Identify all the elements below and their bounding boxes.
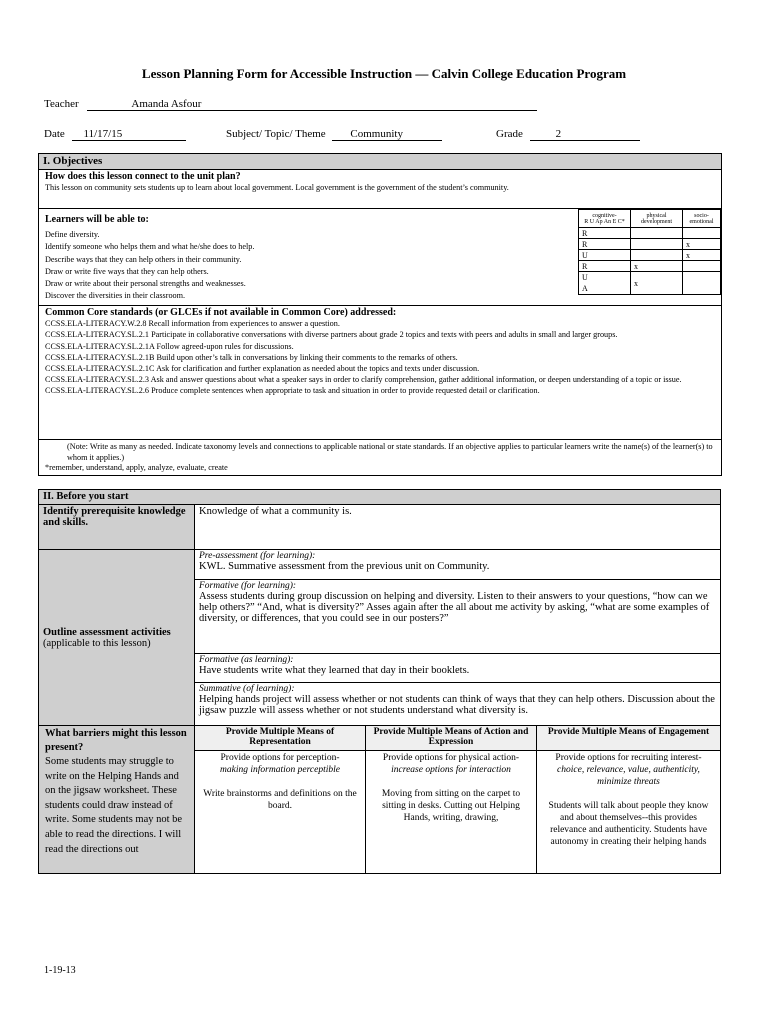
- udl-act-option-detail: increase options for interaction: [391, 765, 511, 775]
- objective-item: Identify someone who helps them and what he/she does to help.: [45, 242, 255, 252]
- learners-block: [39, 209, 721, 306]
- grid-cell[interactable]: x: [683, 239, 721, 250]
- udl-act-option: Provide options for physical action-: [382, 753, 520, 763]
- grid-cell[interactable]: [631, 228, 683, 239]
- udl-act-strategy: Moving from sitting on the carpet to sitting in desks. Cutting out Helping Hands, writing, drawing,: [381, 789, 521, 823]
- grid-cell[interactable]: [631, 250, 683, 261]
- grid-cell[interactable]: x: [631, 261, 683, 272]
- taxonomy-grid: [578, 209, 721, 295]
- objective-item: Define diversity.: [45, 230, 100, 239]
- grid-cell[interactable]: U: [579, 250, 631, 261]
- udl-eng-option: Provide options for recruiting interest-: [555, 753, 702, 763]
- formative-for-label: Formative (for learning):: [199, 581, 297, 591]
- formative-as-value: Have students write what they learned that day in their booklets.: [199, 665, 470, 676]
- udl-action-header: Provide Multiple Means of Action and Expression: [366, 726, 537, 751]
- date-field[interactable]: 11/17/15: [72, 128, 186, 141]
- standards-block: [39, 306, 721, 440]
- pre-assessment-label: Pre-assessment (for learning):: [199, 551, 316, 561]
- grid-cell[interactable]: [683, 228, 721, 239]
- pre-assessment-cell[interactable]: [195, 550, 721, 580]
- barriers-value[interactable]: Some students may struggle to write on the Helping Hands and on the jigsaw worksheet. These students could draw instead of write. Some students may not be able to read the directions. I will read the directions out: [45, 756, 183, 855]
- grid-row: [579, 228, 721, 239]
- objective-item: Draw or write about their personal strengths and weaknesses.: [45, 279, 246, 289]
- grade-row: [496, 128, 640, 141]
- udl-rep-option: Provide options for perception-: [220, 753, 340, 763]
- grade-field[interactable]: 2: [530, 128, 640, 141]
- pre-assessment-value: KWL. Summative assessment from the previous unit on Community.: [199, 561, 490, 572]
- objective-item: Discover the diversities in their classroom.: [45, 291, 186, 301]
- udl-rep-option-detail: making information perceptible: [220, 765, 340, 775]
- prereq-label: Identify prerequisite knowledge and skills.: [39, 505, 195, 550]
- note-block: [39, 440, 721, 476]
- col-cognitive: cognitive- R U Ap An E C*: [579, 210, 631, 228]
- udl-representation-cell[interactable]: [195, 751, 366, 874]
- before-you-start-table: [38, 489, 721, 874]
- teacher-row: [44, 98, 537, 111]
- assessment-sublabel: (applicable to this lesson): [43, 637, 151, 649]
- udl-action-cell[interactable]: [366, 751, 537, 874]
- teacher-field[interactable]: Amanda Asfour: [87, 98, 537, 111]
- col-physical: physical development: [631, 210, 683, 228]
- assessment-label-cell: [39, 550, 195, 726]
- standards-heading: Common Core standards (or GLCEs if not available in Common Core) addressed:: [45, 307, 397, 318]
- unit-connection-question: How does this lesson connect to the unit plan?: [45, 171, 241, 182]
- standard-item: CCSS.ELA-LITERACY.SL.2.3 Ask and answer questions about what a speaker says in order to clarify comprehension, gather additional information, or deepen understanding of a topic or issue.: [45, 375, 682, 385]
- standard-item: CCSS.ELA-LITERACY.SL.2.6 Produce complete sentences when appropriate to task and situation in order to provide requested detail or clarification.: [45, 386, 540, 396]
- grid-row: [579, 250, 721, 261]
- date-row: [44, 128, 186, 141]
- teacher-label: Teacher: [44, 98, 79, 110]
- summative-cell[interactable]: [195, 683, 721, 726]
- summative-value: Helping hands project will assess whether or not students can think of ways that they can help others. Discussion about the jigsaw puzzle will assess whether or not students understand what diversity is.: [199, 694, 715, 716]
- learner-objectives-list: [45, 229, 254, 303]
- subject-field[interactable]: Community: [332, 128, 442, 141]
- objectives-section: [38, 153, 722, 476]
- standard-item: CCSS.ELA-LITERACY.SL.2.1A Follow agreed-upon rules for discussions.: [45, 341, 294, 351]
- grade-label: Grade: [496, 128, 523, 140]
- udl-engagement-header: Provide Multiple Means of Engagement: [537, 726, 721, 751]
- learners-heading: Learners will be able to:: [45, 214, 149, 225]
- subject-label: Subject/ Topic/ Theme: [226, 128, 326, 140]
- before-heading: II. Before you start: [39, 490, 721, 505]
- grid-cell[interactable]: x: [631, 272, 683, 295]
- udl-representation-header: Provide Multiple Means of Representation: [195, 726, 366, 751]
- udl-engagement-cell[interactable]: [537, 751, 721, 874]
- formative-as-label: Formative (as learning):: [199, 655, 294, 665]
- unit-connection: [39, 170, 721, 209]
- udl-eng-strategy: Students will talk about people they know and about themselves--this provides relevance and authenticity. Students have autonomy in creating their helping hands: [548, 801, 709, 847]
- objective-item: Draw or write five ways that they can help others.: [45, 266, 209, 276]
- unit-connection-answer: This lesson on community sets students up to learn about local government. Local government is the government of the student’s community.: [45, 183, 509, 192]
- grid-row: [579, 272, 721, 295]
- standard-item: CCSS.ELA-LITERACY.SL.2.1 Participate in collaborative conversations with diverse partners about grade 2 topics and texts with peers and adults in small and larger groups.: [45, 330, 618, 340]
- grid-row: [579, 239, 721, 250]
- grid-cell[interactable]: R: [579, 228, 631, 239]
- grid-cell[interactable]: [683, 261, 721, 272]
- grid-cell[interactable]: U A: [579, 272, 631, 295]
- grid-cell[interactable]: [631, 239, 683, 250]
- objectives-heading: I. Objectives: [39, 154, 721, 170]
- formative-for-cell[interactable]: [195, 580, 721, 654]
- formative-for-value: Assess students during group discussion on helping and diversity. Listen to their answers to your questions, “how can we help others?” “And, what is diversity?” Asses again after the all about me activity by asking, “what are some examples of diversity, or differences, that you could see in our posters?”: [199, 591, 710, 624]
- subject-row: [226, 128, 442, 141]
- page-title: Lesson Planning Form for Accessible Instruction — Calvin College Education Program: [141, 66, 627, 81]
- udl-eng-option-detail: choice, relevance, value, authenticity, minimize threats: [557, 765, 700, 787]
- grid-cell[interactable]: R: [579, 239, 631, 250]
- note-text: (Note: Write as many as needed. Indicate taxonomy levels and connections to applicable national or state standards. If an objective applies to particular learners write the name(s) of the learner(s) to whom it applies.): [67, 442, 713, 462]
- standard-item: CCSS.ELA-LITERACY.SL.2.1B Build upon other’s talk in conversations by linking their comments to the remarks of others.: [45, 352, 458, 362]
- barriers-cell: [39, 726, 195, 874]
- grid-cell[interactable]: R: [579, 261, 631, 272]
- prereq-value[interactable]: Knowledge of what a community is.: [195, 505, 721, 550]
- page-footer: 1-19-13: [44, 965, 76, 976]
- summative-label: Summative (of learning):: [199, 684, 295, 694]
- standard-item: CCSS.ELA-LITERACY.W.2.8 Recall information from experiences to answer a question.: [45, 319, 340, 329]
- formative-as-cell[interactable]: [195, 654, 721, 683]
- taxonomy-footnote: *remember, understand, apply, analyze, evaluate, create: [45, 463, 228, 472]
- grid-row: [579, 261, 721, 272]
- assessment-label: Outline assessment activities: [43, 626, 171, 638]
- col-socio: socio- emotional: [683, 210, 721, 228]
- standard-item: CCSS.ELA-LITERACY.SL.2.1C Ask for clarification and further explanation as needed about the topics and texts under discussion.: [45, 364, 480, 374]
- grid-cell[interactable]: x: [683, 250, 721, 261]
- barriers-label: What barriers might this lesson present?: [45, 728, 187, 753]
- objective-item: Describe ways that they can help others in their community.: [45, 254, 242, 264]
- date-label: Date: [44, 128, 65, 140]
- udl-rep-strategy: Write brainstorms and definitions on the board.: [203, 789, 357, 811]
- grid-cell[interactable]: [683, 272, 721, 295]
